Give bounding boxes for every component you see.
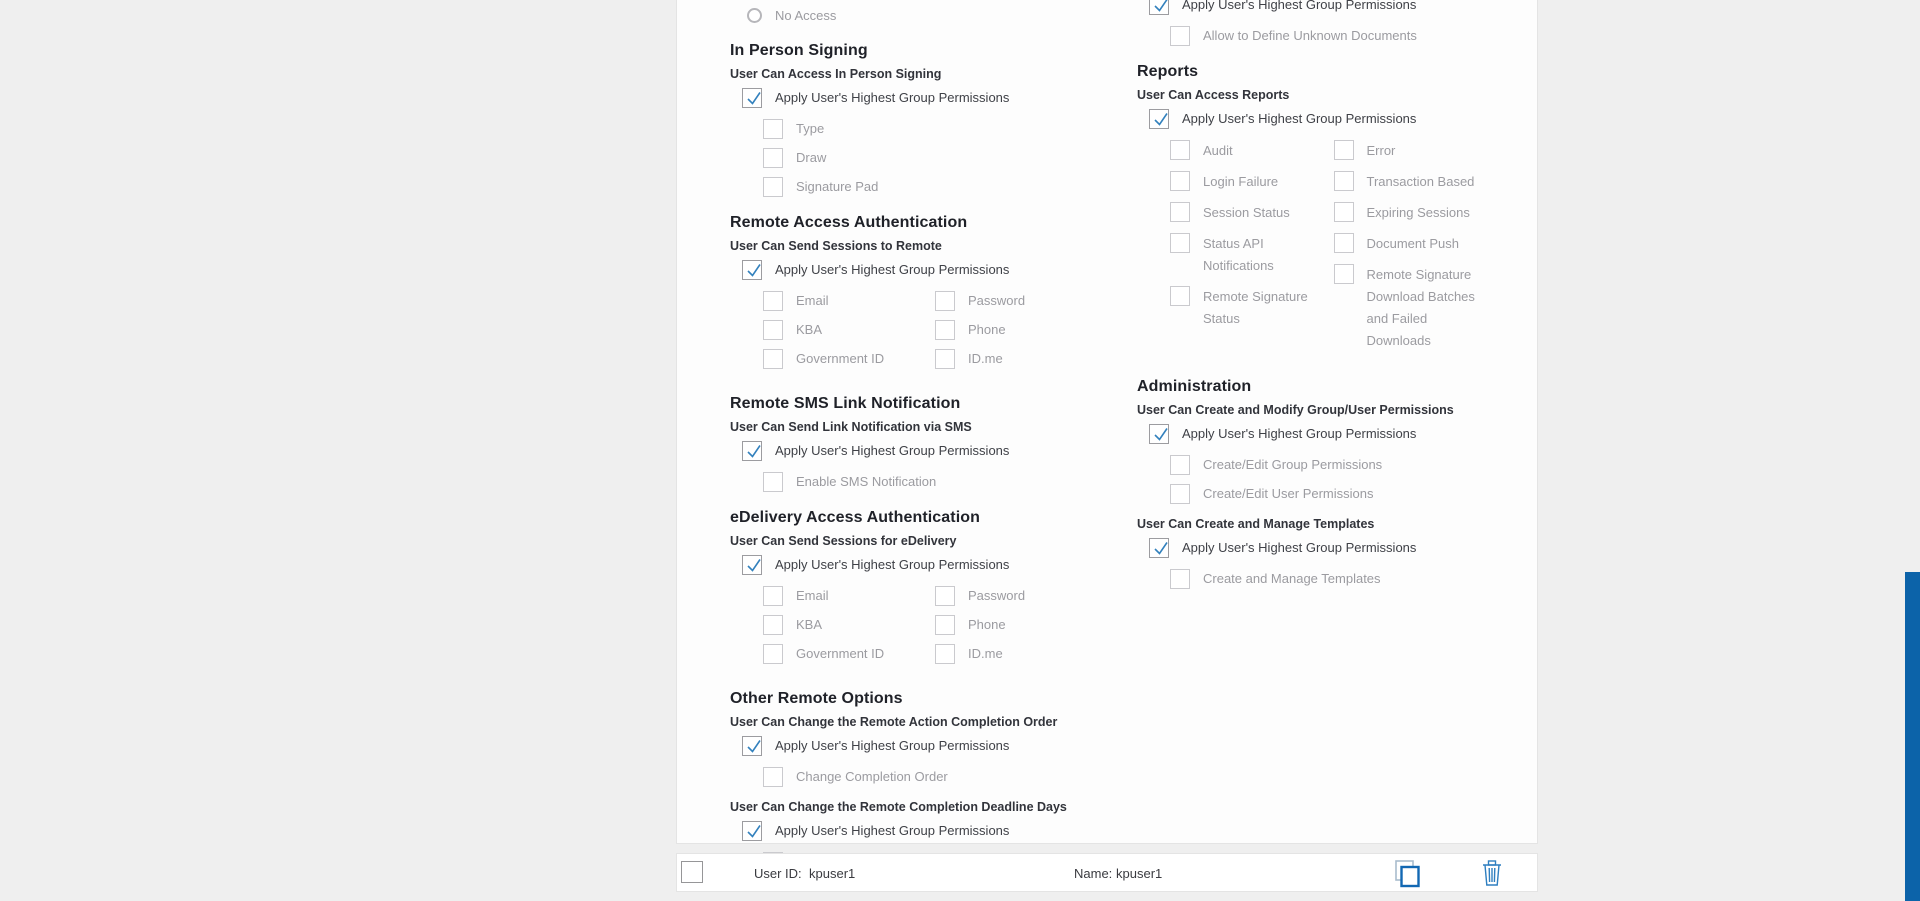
password-checkbox[interactable] [935, 291, 955, 311]
apply-highest-group-label: Apply User's Highest Group Permissions [775, 823, 1010, 838]
completion-deadline-apply-row [742, 820, 1120, 842]
no-access-option[interactable] [747, 6, 1120, 25]
subtitle-access-reports: User Can Access Reports [1137, 88, 1290, 102]
government-id-label: Government ID [796, 351, 885, 366]
item-change-completion-order [763, 767, 1120, 787]
item-create-manage-templates [1170, 569, 1497, 589]
enable-sms-checkbox[interactable] [763, 472, 783, 492]
signature-pad-checkbox[interactable] [763, 177, 783, 197]
draw-checkbox[interactable] [763, 148, 783, 168]
kba-checkbox[interactable] [763, 615, 783, 635]
section-title-administration: Administration [1137, 378, 1252, 395]
remote-signature-download-batches-checkbox[interactable] [1334, 264, 1354, 284]
apply-highest-group-label: Apply User's Highest Group Permissions [1182, 426, 1417, 441]
expiring-sessions-label: Expiring Sessions [1366, 205, 1470, 220]
item-email [763, 291, 935, 311]
password-label: Password [968, 293, 1026, 308]
remote-signature-download-batches-label: Remote Signature Download Batches and Failed Downloads [1366, 267, 1475, 348]
documents-apply-row [1149, 0, 1497, 16]
item-login-failure [1170, 171, 1334, 193]
transaction-based-checkbox[interactable] [1334, 171, 1354, 191]
permissions-panel [676, 0, 1538, 844]
draw-label: Draw [796, 150, 827, 165]
item-kba [763, 615, 935, 635]
government-id-checkbox[interactable] [763, 644, 783, 664]
remote-signature-status-label: Remote Signature Status [1203, 289, 1308, 326]
trash-icon [1480, 859, 1504, 887]
remote-signature-status-checkbox[interactable] [1170, 286, 1190, 306]
transaction-based-label: Transaction Based [1366, 174, 1475, 189]
reports-apply-checkbox[interactable] [1149, 109, 1169, 129]
item-status-api-notifications [1170, 233, 1334, 277]
signature-pad-label: Signature Pad [796, 179, 879, 194]
item-transaction-based [1334, 171, 1498, 193]
document-push-checkbox[interactable] [1334, 233, 1354, 253]
group-user-permissions-apply-row [1149, 423, 1497, 445]
item-government-id [763, 644, 935, 664]
idme-checkbox[interactable] [935, 349, 955, 369]
remote-access-apply-checkbox[interactable] [742, 260, 762, 280]
enable-sms-label: Enable SMS Notification [796, 474, 937, 489]
password-label: Password [968, 588, 1026, 603]
apply-highest-group-label: Apply User's Highest Group Permissions [775, 443, 1010, 458]
subtitle-change-action-order: User Can Change the Remote Action Completion Order [730, 715, 1058, 729]
item-phone [935, 615, 1107, 635]
session-status-label: Session Status [1203, 205, 1290, 220]
item-error [1334, 140, 1498, 162]
apply-highest-group-label: Apply User's Highest Group Permissions [1182, 111, 1417, 126]
in-person-apply-checkbox[interactable] [742, 88, 762, 108]
apply-highest-group-label: Apply User's Highest Group Permissions [775, 557, 1010, 572]
change-completion-order-label: Change Completion Order [796, 769, 948, 784]
item-create-edit-user-permissions [1170, 484, 1497, 504]
error-checkbox[interactable] [1334, 140, 1354, 160]
item-enable-sms [763, 472, 1120, 492]
edelivery-apply-row [742, 554, 1120, 576]
error-label: Error [1366, 143, 1396, 158]
name-label: Name: [1074, 866, 1113, 881]
completion-deadline-apply-checkbox[interactable] [742, 821, 762, 841]
create-edit-user-permissions-checkbox[interactable] [1170, 484, 1190, 504]
email-checkbox[interactable] [763, 586, 783, 606]
reports-apply-row [1149, 108, 1497, 130]
session-status-checkbox[interactable] [1170, 202, 1190, 222]
section-title-edelivery: eDelivery Access Authentication [730, 509, 981, 526]
phone-checkbox[interactable] [935, 320, 955, 340]
right-column [1137, 0, 1497, 598]
left-column [730, 0, 1120, 881]
create-manage-templates-checkbox[interactable] [1170, 569, 1190, 589]
item-allow-define-unknown-documents [1170, 26, 1497, 46]
in-person-apply-row [742, 87, 1120, 109]
allow-define-unknown-documents-checkbox[interactable] [1170, 26, 1190, 46]
item-document-push [1334, 233, 1498, 255]
kba-label: KBA [796, 322, 823, 337]
password-checkbox[interactable] [935, 586, 955, 606]
expiring-sessions-checkbox[interactable] [1334, 202, 1354, 222]
user-id-label: User ID: [754, 866, 802, 881]
subtitle-create-modify-permissions: User Can Create and Modify Group/User Permissions [1137, 403, 1454, 417]
email-label: Email [796, 293, 829, 308]
section-title-other-remote: Other Remote Options [730, 690, 903, 707]
item-audit [1170, 140, 1334, 162]
item-idme [935, 349, 1107, 369]
user-id-value: kpuser1 [809, 866, 856, 881]
create-manage-templates-label: Create and Manage Templates [1203, 571, 1381, 586]
item-government-id [763, 349, 935, 369]
idme-checkbox[interactable] [935, 644, 955, 664]
group-user-permissions-apply-checkbox[interactable] [1149, 424, 1169, 444]
item-email [763, 586, 935, 606]
apply-highest-group-label: Apply User's Highest Group Permissions [1182, 540, 1417, 555]
templates-apply-row [1149, 537, 1497, 559]
status-api-notifications-label: Status API Notifications [1203, 236, 1274, 273]
subtitle-access-in-person: User Can Access In Person Signing [730, 67, 942, 81]
subtitle-send-sessions-edelivery: User Can Send Sessions for eDelivery [730, 534, 957, 548]
edelivery-apply-checkbox[interactable] [742, 555, 762, 575]
user-row-select-checkbox[interactable] [681, 861, 703, 883]
audit-checkbox[interactable] [1170, 140, 1190, 160]
completion-order-apply-row [742, 735, 1120, 757]
name-value: kpuser1 [1116, 866, 1163, 881]
copy-icon [1393, 859, 1423, 889]
templates-apply-checkbox[interactable] [1149, 538, 1169, 558]
email-label: Email [796, 588, 829, 603]
apply-highest-group-label: Apply User's Highest Group Permissions [775, 738, 1010, 753]
completion-order-apply-checkbox[interactable] [742, 736, 762, 756]
status-api-notifications-checkbox[interactable] [1170, 233, 1190, 253]
subtitle-create-manage-templates: User Can Create and Manage Templates [1137, 517, 1375, 531]
item-draw [763, 148, 1120, 168]
item-create-edit-group-permissions [1170, 455, 1497, 475]
item-signature-pad [763, 177, 1120, 197]
item-remote-signature-status [1170, 286, 1334, 330]
user-row-footer [676, 853, 1538, 892]
no-access-label: No Access [775, 7, 837, 23]
item-type [763, 119, 1120, 139]
change-completion-order-checkbox[interactable] [763, 767, 783, 787]
login-failure-label: Login Failure [1203, 174, 1279, 189]
phone-label: Phone [968, 617, 1006, 632]
phone-checkbox[interactable] [935, 615, 955, 635]
login-failure-checkbox[interactable] [1170, 171, 1190, 191]
section-title-reports: Reports [1137, 63, 1199, 80]
item-remote-signature-download-batches [1334, 264, 1498, 352]
item-session-status [1170, 202, 1334, 224]
apply-highest-group-label: Apply User's Highest Group Permissions [775, 262, 1010, 277]
audit-label: Audit [1203, 143, 1233, 158]
copy-button[interactable] [1393, 859, 1423, 889]
section-title-remote-sms: Remote SMS Link Notification [730, 395, 961, 412]
create-edit-group-permissions-checkbox[interactable] [1170, 455, 1190, 475]
apply-highest-group-label: Apply User's Highest Group Permissions [1182, 0, 1417, 12]
item-idme [935, 644, 1107, 664]
create-edit-group-permissions-label: Create/Edit Group Permissions [1203, 457, 1383, 472]
item-kba [763, 320, 935, 340]
item-phone [935, 320, 1107, 340]
no-access-radio[interactable] [747, 8, 762, 23]
apply-highest-group-label: Apply User's Highest Group Permissions [775, 90, 1010, 105]
subtitle-send-link-sms: User Can Send Link Notification via SMS [730, 420, 972, 434]
documents-apply-checkbox[interactable] [1149, 0, 1169, 15]
create-edit-user-permissions-label: Create/Edit User Permissions [1203, 486, 1374, 501]
type-label: Type [796, 121, 825, 136]
document-push-label: Document Push [1366, 236, 1459, 251]
section-title-remote-access-auth: Remote Access Authentication [730, 214, 968, 231]
idme-label: ID.me [968, 351, 1003, 366]
email-checkbox[interactable] [763, 291, 783, 311]
government-id-checkbox[interactable] [763, 349, 783, 369]
subtitle-change-deadline-days: User Can Change the Remote Completion Deadline Days [730, 800, 1067, 814]
kba-label: KBA [796, 617, 823, 632]
remote-sms-apply-checkbox[interactable] [742, 441, 762, 461]
remote-sms-apply-row [742, 440, 1120, 462]
item-password [935, 291, 1107, 311]
item-expiring-sessions [1334, 202, 1498, 224]
delete-button[interactable] [1480, 859, 1510, 889]
section-title-in-person-signing: In Person Signing [730, 42, 868, 59]
right-edge-scrollbar-thumb[interactable] [1905, 572, 1920, 901]
item-password [935, 586, 1107, 606]
phone-label: Phone [968, 322, 1006, 337]
allow-define-unknown-documents-label: Allow to Define Unknown Documents [1203, 28, 1417, 43]
kba-checkbox[interactable] [763, 320, 783, 340]
idme-label: ID.me [968, 646, 1003, 661]
government-id-label: Government ID [796, 646, 885, 661]
subtitle-send-sessions-remote: User Can Send Sessions to Remote [730, 239, 942, 253]
type-checkbox[interactable] [763, 119, 783, 139]
remote-access-apply-row [742, 259, 1120, 281]
